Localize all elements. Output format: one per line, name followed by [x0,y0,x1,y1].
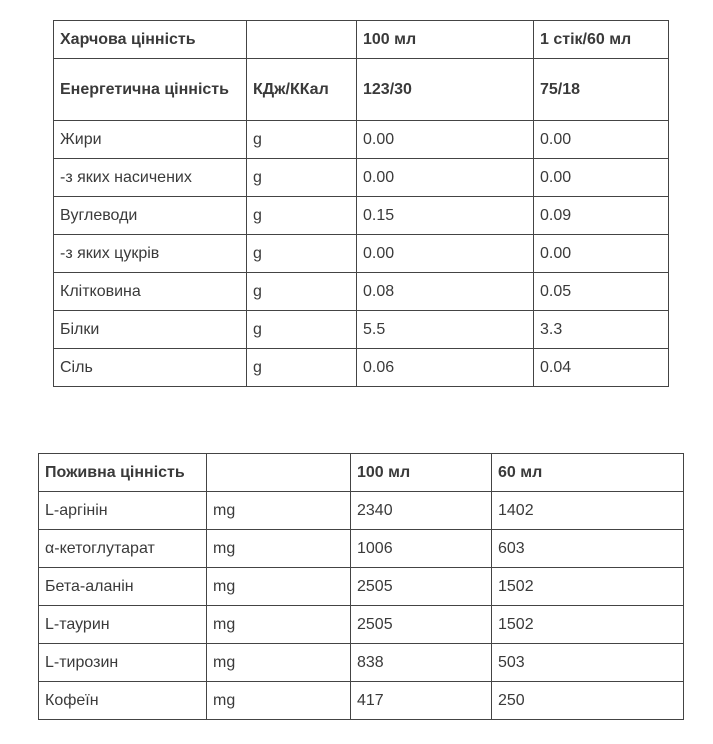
table-row [54,349,669,387]
table-row [54,121,669,159]
cell: Білки [54,311,247,349]
cell: 603 [492,530,684,568]
active-ingredients-table [38,453,684,720]
header-cell: Поживна цінність [39,454,207,492]
header-cell: 60 мл [492,454,684,492]
cell: 0.08 [357,273,534,311]
cell: L-тирозин [39,644,207,682]
cell: 0.00 [357,235,534,273]
table-row [54,311,669,349]
cell: 0.05 [534,273,669,311]
header-cell: Харчова цінність [54,21,247,59]
header-cell: 1 стік/60 мл [534,21,669,59]
table-row [54,273,669,311]
energy-label: Енергетична цінність [54,59,247,121]
cell: mg [207,644,351,682]
cell: L-таурин [39,606,207,644]
cell: g [247,235,357,273]
cell: -з яких насичених [54,159,247,197]
header-cell [247,21,357,59]
cell: 0.00 [534,235,669,273]
cell: mg [207,682,351,720]
cell: 0.06 [357,349,534,387]
cell: 1402 [492,492,684,530]
cell: 0.09 [534,197,669,235]
cell: 5.5 [357,311,534,349]
cell: 503 [492,644,684,682]
table-row [39,530,684,568]
energy-row [54,59,669,121]
cell: 0.00 [357,159,534,197]
table-row [39,492,684,530]
cell: L-аргінін [39,492,207,530]
cell: 3.3 [534,311,669,349]
energy-per-100ml: 123/30 [357,59,534,121]
header-cell: 100 мл [357,21,534,59]
cell: 2505 [351,568,492,606]
cell: Кофеїн [39,682,207,720]
cell: 838 [351,644,492,682]
cell: 1006 [351,530,492,568]
cell: 0.04 [534,349,669,387]
cell: g [247,273,357,311]
cell: g [247,197,357,235]
cell: mg [207,568,351,606]
cell: 0.00 [534,159,669,197]
cell: 0.15 [357,197,534,235]
cell: 0.00 [534,121,669,159]
cell: g [247,159,357,197]
table-row [39,644,684,682]
cell: 1502 [492,606,684,644]
cell: 2505 [351,606,492,644]
nutrition-facts-table [53,20,669,387]
table-header-row [39,454,684,492]
cell: mg [207,606,351,644]
table-row [54,159,669,197]
cell: mg [207,492,351,530]
energy-unit: КДж/ККал [247,59,357,121]
cell: 1502 [492,568,684,606]
cell: 250 [492,682,684,720]
cell: 2340 [351,492,492,530]
cell: Жири [54,121,247,159]
table-row [39,606,684,644]
table-row [54,235,669,273]
energy-per-serving: 75/18 [534,59,669,121]
cell: 417 [351,682,492,720]
cell: α-кетоглутарат [39,530,207,568]
table-header-row [54,21,669,59]
cell: g [247,349,357,387]
table-row [39,682,684,720]
cell: mg [207,530,351,568]
cell: g [247,311,357,349]
cell: Клітковина [54,273,247,311]
cell: g [247,121,357,159]
cell: Бета-аланін [39,568,207,606]
cell: Сіль [54,349,247,387]
header-cell: 100 мл [351,454,492,492]
cell: Вуглеводи [54,197,247,235]
header-cell [207,454,351,492]
table-row [39,568,684,606]
table-row [54,197,669,235]
cell: 0.00 [357,121,534,159]
cell: -з яких цукрів [54,235,247,273]
